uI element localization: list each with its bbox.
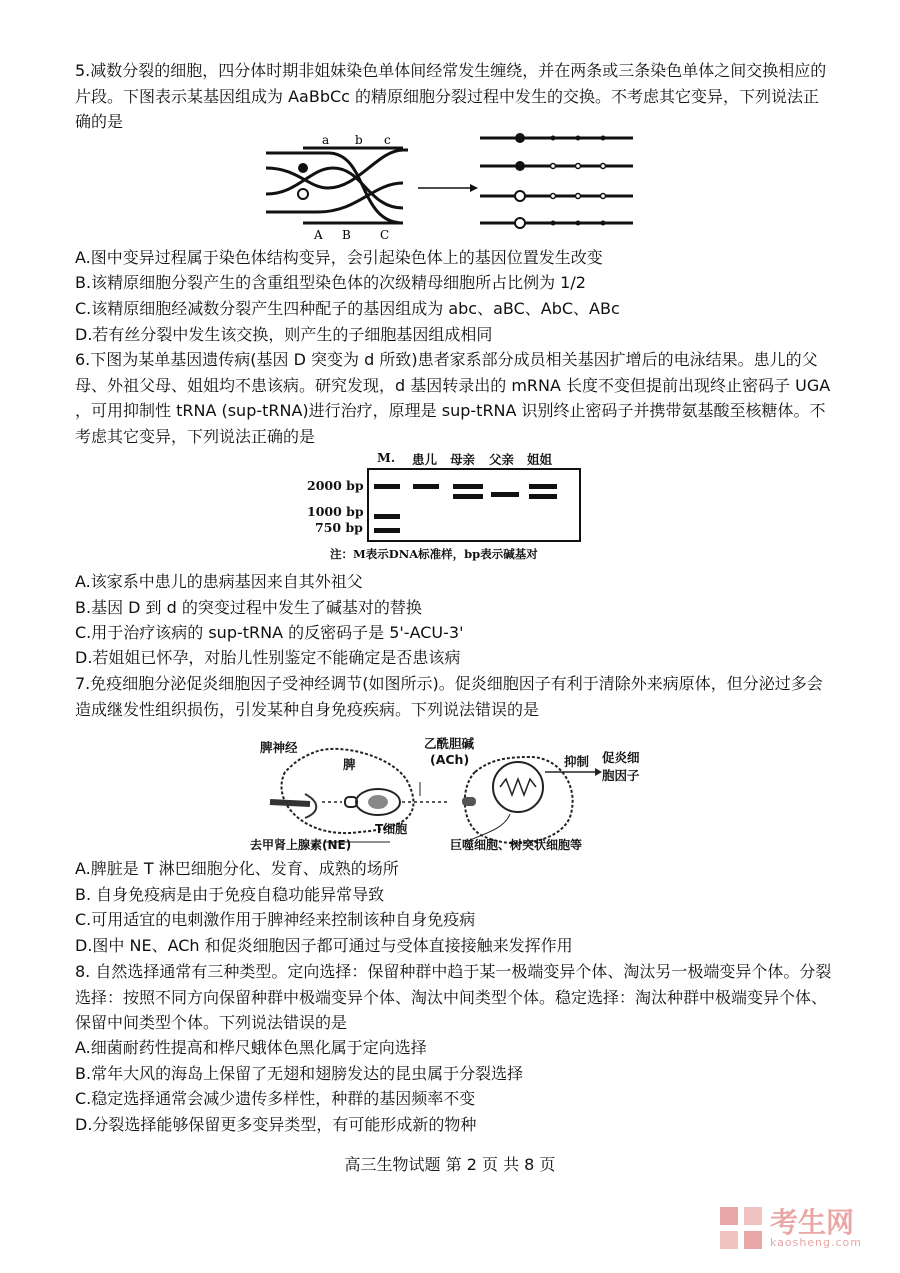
q7-neuro-immune-figure (250, 732, 655, 854)
label-spleen: 脾 (343, 757, 356, 772)
watermark-text-cn: 考生网 (769, 1205, 854, 1239)
label-ach: 乙酰胆碱 (424, 736, 475, 751)
q5-stem: 5.减数分裂的细胞，四分体时期非姐妹染色单体间经常发生缠绕，并在两条或三条染色单体之间交换相应的片段。下图表示某基因组成为 AaBbCc 的精原细胞分裂过程中发生的交换。不考虑其它变异，下列说法正确的是 (75, 61, 827, 131)
marker-2000: 2000 bp (307, 478, 364, 493)
q5-option-d: D.若有丝分裂中发生该交换，则产生的子细胞基因组成相同 (75, 325, 493, 344)
q6-option-c: C.用于治疗该病的 sup-tRNA 的反密码子是 5'-ACU-3' (75, 623, 464, 642)
label-a: a (322, 133, 330, 147)
q8-option-b: B.常年大风的海岛上保留了无翅和翅膀发达的昆虫属于分裂选择 (75, 1064, 524, 1083)
label-c: c (384, 133, 391, 147)
label-inhibit: 抑制 (564, 754, 590, 769)
label-cytokine-2: 胞因子 (602, 768, 640, 783)
q5-option-b: B.该精原细胞分裂产生的含重组型染色体的次级精母细胞所占比例为 1/2 (75, 273, 586, 292)
watermark-text-en: kaosheng.com (769, 1235, 862, 1249)
gel-lane-mother: 母亲 (450, 452, 476, 467)
label-ne: 去甲肾上腺素(NE) (250, 838, 352, 852)
q6-option-d: D.若姐姐已怀孕，对胎儿性别鉴定不能确定是否患该病 (75, 648, 461, 667)
gel-lane-m: M. (377, 450, 396, 465)
page-footer: 高三生物试题 第 2 页 共 8 页 (344, 1155, 556, 1174)
q6-gel-figure (305, 448, 595, 570)
q5-option-c: C.该精原细胞经减数分裂产生四种配子的基因组成为 abc、aBC、AbC、ABc (75, 299, 620, 318)
label-macrophage: 巨噬细胞、树突状细胞等 (450, 838, 583, 852)
gel-lane-sister: 姐姐 (527, 452, 553, 467)
watermark-logo (718, 1205, 862, 1251)
watermark-icon (718, 1205, 764, 1251)
q8-stem: 8. 自然选择通常有三种类型。定向选择：保留种群中趋于某一极端变异个体、淘汰另一极端变异个体。分裂选择：按照不同方向保留种群中极端变异个体、淘汰中间类型个体。稳定选择：淘汰种群中极端变异个体、保留中间类型个体。下列说法错误的是 (75, 962, 832, 1032)
gel-lane-patient: 患儿 (412, 452, 438, 467)
q7-option-c: C.可用适宜的电刺激作用于脾神经来控制该种自身免疫病 (75, 910, 476, 929)
label-splenic-nerve: 脾神经 (260, 740, 298, 755)
gel-frame (367, 468, 581, 542)
q7-stem: 7.免疫细胞分泌促炎细胞因子受神经调节(如图所示)。促炎细胞因子有利于清除外来病原体，但分泌过多会造成继发性组织损伤，引发某种自身免疫疾病。下列说法错误的是 (75, 674, 823, 719)
q7-option-a: A.脾脏是 T 淋巴细胞分化、发育、成熟的场所 (75, 859, 399, 878)
q7-option-d: D.图中 NE、ACh 和促炎细胞因子都可通过与受体直接接触来发挥作用 (75, 936, 573, 955)
gel-lane-father: 父亲 (489, 452, 515, 467)
marker-1000: 1000 bp (307, 504, 364, 519)
label-b: b (355, 133, 363, 147)
q6-stem: 6.下图为某单基因遗传病(基因 D 突变为 d 所致)患者家系部分成员相关基因扩增后的电泳结果。患儿的父母、外祖父母、姐姐均不患该病。研究发现，d 基因转录出的 mRNA 长度不变但提前出现终止密码子 UGA ，可用抑制性 tRNA (sup-tRNA)进行治疗，原理是 sup-tRNA 识别终止密码子并携带氨基酸至核糖体。不考虑其它变异，下列说法正确的是 (75, 350, 831, 446)
q6-option-b: B.基因 D 到 d 的突变过程中发生了碱基对的替换 (75, 598, 422, 617)
q6-option-a: A.该家系中患儿的患病基因来自其外祖父 (75, 572, 363, 591)
label-tcell: T细胞 (375, 822, 408, 836)
q7-option-b: B. 自身免疫病是由于免疫自稳功能异常导致 (75, 885, 385, 904)
q8-option-c: C.稳定选择通常会减少遗传多样性，种群的基因频率不变 (75, 1089, 476, 1108)
label-C: C (380, 228, 390, 242)
marker-750: 750 bp (315, 520, 363, 535)
label-ach-abbr: (ACh) (430, 752, 470, 767)
q8-option-d: D.分裂选择能够保留更多变异类型，有可能形成新的物种 (75, 1115, 477, 1134)
label-cytokine-1: 促炎细 (602, 750, 640, 765)
q5-option-a: A.图中变异过程属于染色体结构变异，会引起染色体上的基因位置发生改变 (75, 248, 603, 267)
gel-note: 注：M表示DNA标准样，bp表示碱基对 (330, 547, 538, 561)
label-B: B (342, 228, 351, 242)
q8-option-a: A.细菌耐药性提高和桦尺蛾体色黑化属于定向选择 (75, 1038, 427, 1057)
label-A: A (314, 228, 323, 242)
q5-crossover-figure (258, 128, 643, 243)
